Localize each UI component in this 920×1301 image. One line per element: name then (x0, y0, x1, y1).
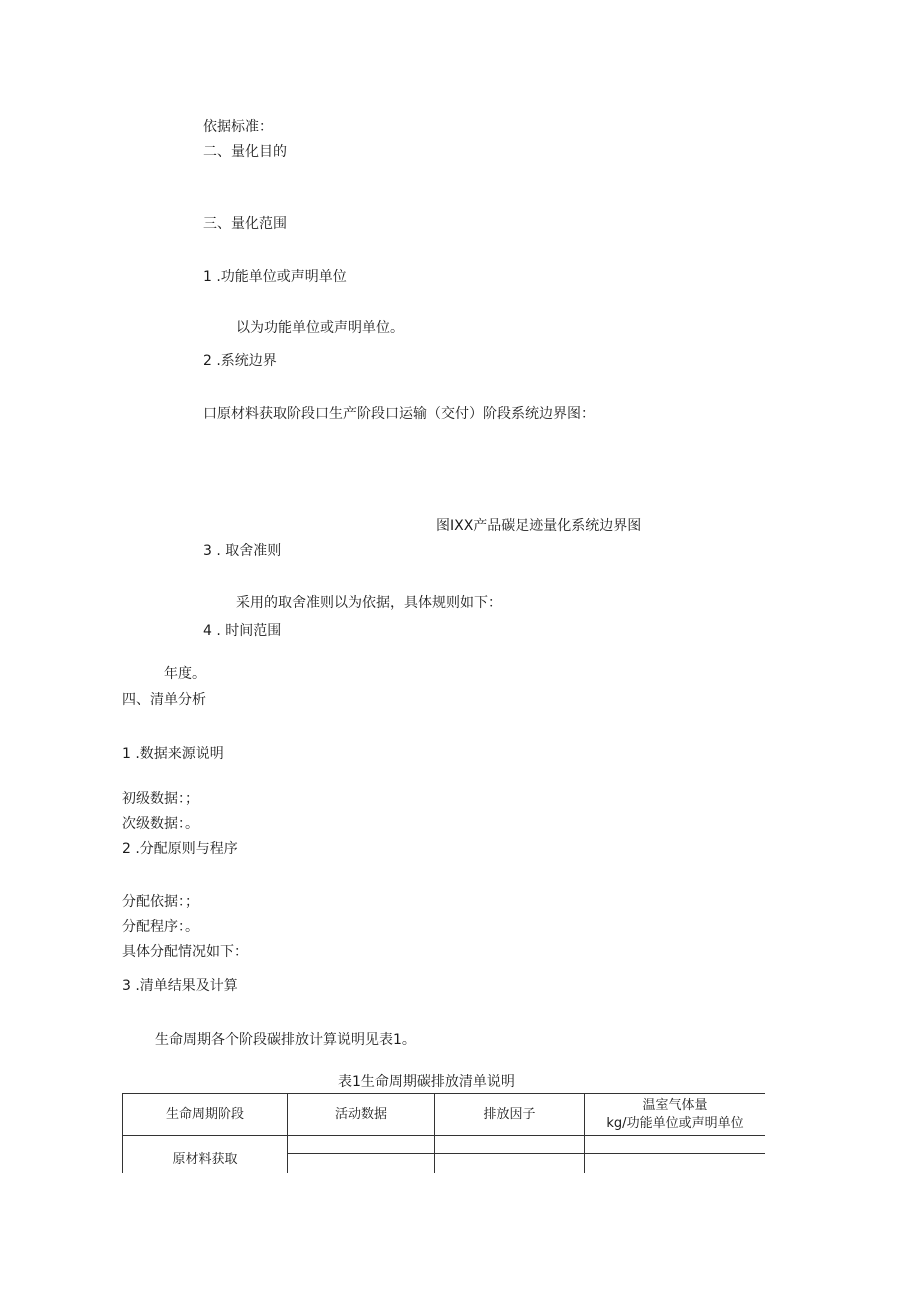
table-cell (288, 1136, 435, 1154)
subsection-3-3-text: 采用的取舍准则以为依据，具体规则如下： (236, 595, 502, 611)
subsection-3-3-heading: 3 . 取舍准则 (203, 543, 282, 559)
header-stage: 生命周期阶段 (123, 1094, 288, 1136)
subsection-3-4-heading: 4 . 时间范围 (203, 623, 282, 639)
table-cell (435, 1154, 585, 1174)
table-cell (585, 1136, 766, 1154)
secondary-data-line: 次级数据：。 (122, 816, 199, 832)
figure-caption: 图IXX产品碳足迹量化系统边界图 (436, 518, 642, 534)
subsection-4-1-heading: 1 .数据来源说明 (122, 746, 224, 762)
allocation-detail-line: 具体分配情况如下： (122, 944, 248, 960)
subsection-3-1-text: 以为功能单位或声明单位。 (236, 320, 404, 336)
primary-data-line: 初级数据：； (122, 791, 199, 807)
subsection-4-3-heading: 3 .清单结果及计算 (122, 978, 238, 994)
subsection-3-2-heading: 2 .系统边界 (203, 353, 277, 369)
section-4-heading: 四、清单分析 (122, 692, 206, 708)
basis-standard: 依据标准： (203, 119, 273, 135)
table-header-row (123, 1094, 766, 1136)
table-cell (288, 1154, 435, 1174)
section-2-heading: 二、量化目的 (203, 144, 287, 160)
header-emission-factor: 排放因子 (435, 1094, 585, 1136)
section-3-heading: 三、量化范围 (203, 216, 287, 232)
header-ghg-amount (585, 1094, 766, 1136)
header-ghg-line1: 温室气体量 (642, 1097, 708, 1113)
table-caption: 表1生命周期碳排放清单说明 (338, 1074, 515, 1090)
table-cell (585, 1154, 766, 1174)
subsection-4-2-heading: 2 .分配原则与程序 (122, 841, 238, 857)
subsection-3-2-text: 口原材料获取阶段口生产阶段口运输（交付）阶段系统边界图： (203, 406, 595, 422)
allocation-basis-line: 分配依据：； (122, 894, 199, 910)
cell-stage-raw-material: 原材料获取 (123, 1136, 288, 1174)
header-activity-data: 活动数据 (288, 1094, 435, 1136)
subsection-4-3-text: 生命周期各个阶段碳排放计算说明见表1。 (155, 1032, 416, 1048)
subsection-3-4-text: 年度。 (164, 666, 206, 682)
inventory-table (122, 1093, 765, 1173)
table-cell (435, 1136, 585, 1154)
inventory-table-wrapper (122, 1093, 765, 1173)
subsection-3-1-heading: 1 .功能单位或声明单位 (203, 269, 347, 285)
header-ghg-line2: kg/功能单位或声明单位 (606, 1115, 744, 1131)
allocation-procedure-line: 分配程序：。 (122, 919, 199, 935)
table-row (123, 1136, 766, 1154)
